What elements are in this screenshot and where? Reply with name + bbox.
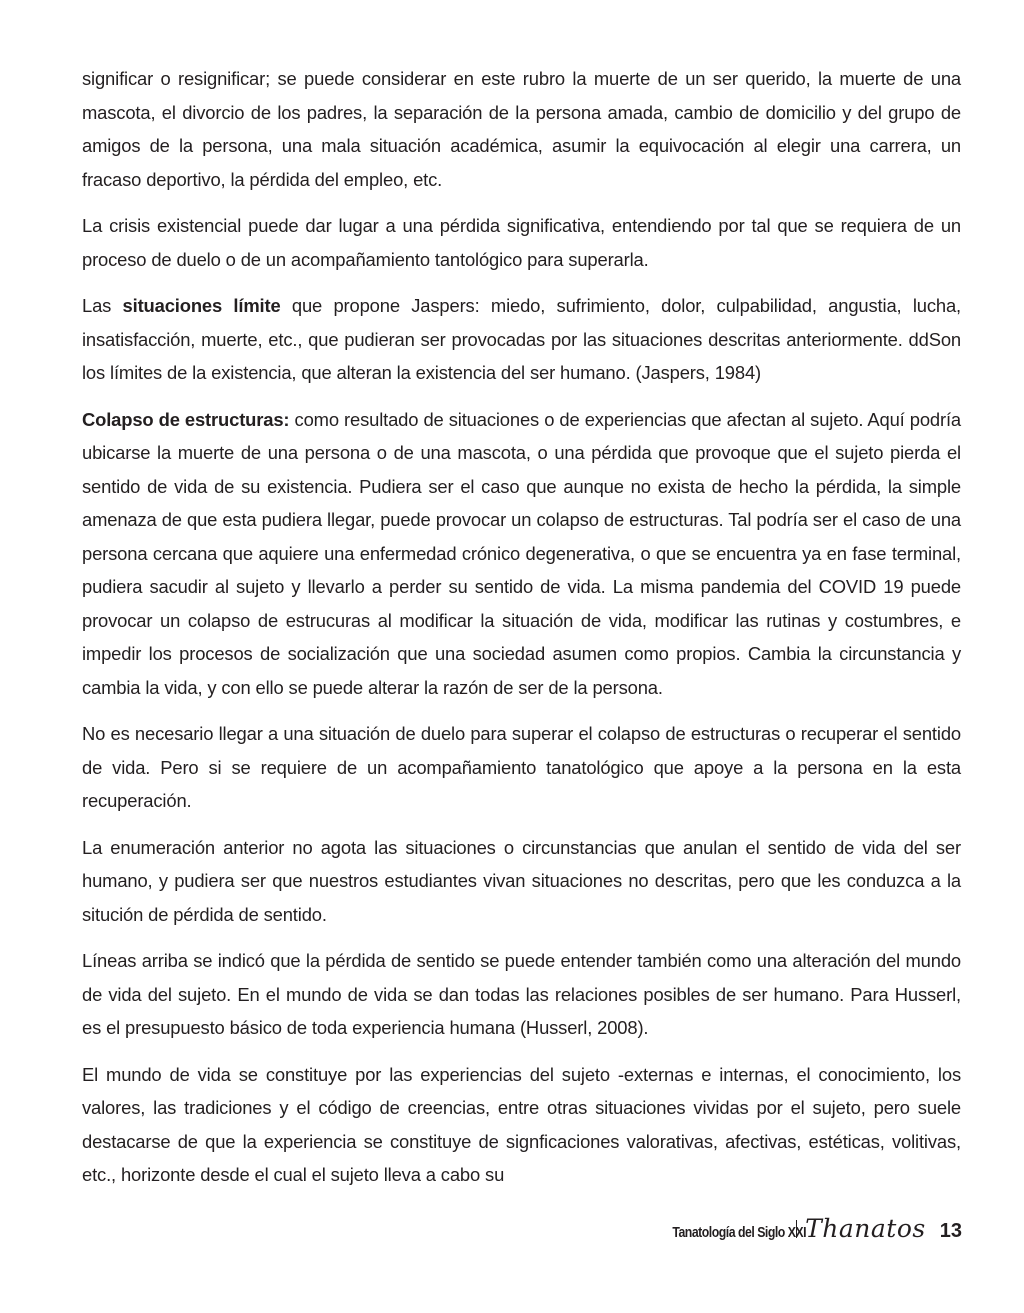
paragraph-3-lead: Las [82,295,123,316]
paragraph-5: No es necesario llegar a una situación de duelo para superar el colapso de estructuras o recuperar el sentido de vida. Pero si se requiere de un acompañamiento tanatológico que apoye a la persona en la esta recuperación. [82,723,961,811]
paragraph-4-text: como resultado de situaciones o de experiencias que afectan al sujeto. Aquí podría ubicarse la muerte de una persona o de una mascota, o una pérdida que provoque que el sujeto pierda el sentido de vida de su existencia. Pudiera ser el caso que aunque no exista de hecho la pérdida, la simple amenaza de que esta pudiera llegar, puede provocar un colapso de estructuras. Tal podría ser el caso de una persona cercana que aquiere una enfermedad crónico degenerativa, o que se encuentra ya en fase terminal, pudiera sacudir al sujeto y llevarlo a perder su sentido de vida. La misma pandemia del COVID 19 puede provocar un colapso de estrucuras al modificar la situación de vida, modificar las rutinas y costumbres, e impedir los procesos de socialización que una sociedad asumen como propios. Cambia la circunstancia y cambia la vida, y con ello se puede alterar la razón de ser de la persona. [82,408,961,698]
paragraph-4-bold-term: Colapso de estructuras: [82,408,290,430]
paragraph-3-text: que propone Jaspers: miedo, sufrimiento, dolor, culpabilidad, angustia, lucha, insatisfacción, muerte, etc., que pudieran ser provocadas por las situaciones descritas anteriormente. ddSon los límites de la existencia, que alteran la existencia del ser humano. (Jaspers, 1984) [82,295,961,383]
paragraph-2: La crisis existencial puede dar lugar a una pérdida significativa, entendiendo por tal que se requiera de un proceso de duelo o de un acompañamiento tantológico para superarla. [82,215,961,270]
paragraph-3 [82,289,961,390]
paragraph-8: El mundo de vida se constituye por las experiencias del sujeto -externas e internas, el conocimiento, los valores, las tradiciones y el código de creencias, entre otras situaciones vividas por el sujeto, pero suele destacarse de que la experiencia se constituye de signficaciones valorativas, afectivas, estéticas, volitivas, etc., horizonte desde el cual el sujeto lleva a cabo su [82,1063,961,1185]
page-number: 13 [939,1220,962,1242]
footer-journal-title: Tanatología del Siglo XXI [672,1224,807,1241]
page-footer [643,1214,962,1243]
paragraph-1: significar o resignificar; se puede considerar en este rubro la muerte de un ser querido, la muerte de una mascota, el divorcio de los padres, la separación de la persona amada, cambio de domicilio y del grupo de amigos de la persona, una mala situación académica, asumir la equivocación al elegir una carrera, un fracaso deportivo, la pérdida del empleo, etc. [82,68,961,190]
paragraph-4 [82,403,961,705]
paragraph-7: Líneas arriba se indicó que la pérdida de sentido se puede entender también como una alteración del mundo de vida del sujeto. En el mundo de vida se dan todas las relaciones posibles de ser humano. Para Husserl, es el presupuesto básico de toda experiencia humana (Husserl, 2008). [82,950,961,1038]
paragraph-6: La enumeración anterior no agota las situaciones o circunstancias que anulan el sentido de vida del ser humano, y pudiera ser que nuestros estudiantes vivan situaciones no descritas, pero que les conduzca a la situción de pérdida de sentido. [82,836,961,925]
paragraph-3-bold-term: situaciones límite [122,295,281,316]
document-body [82,62,961,1205]
thanatos-logo: Thanatos [805,1214,926,1243]
